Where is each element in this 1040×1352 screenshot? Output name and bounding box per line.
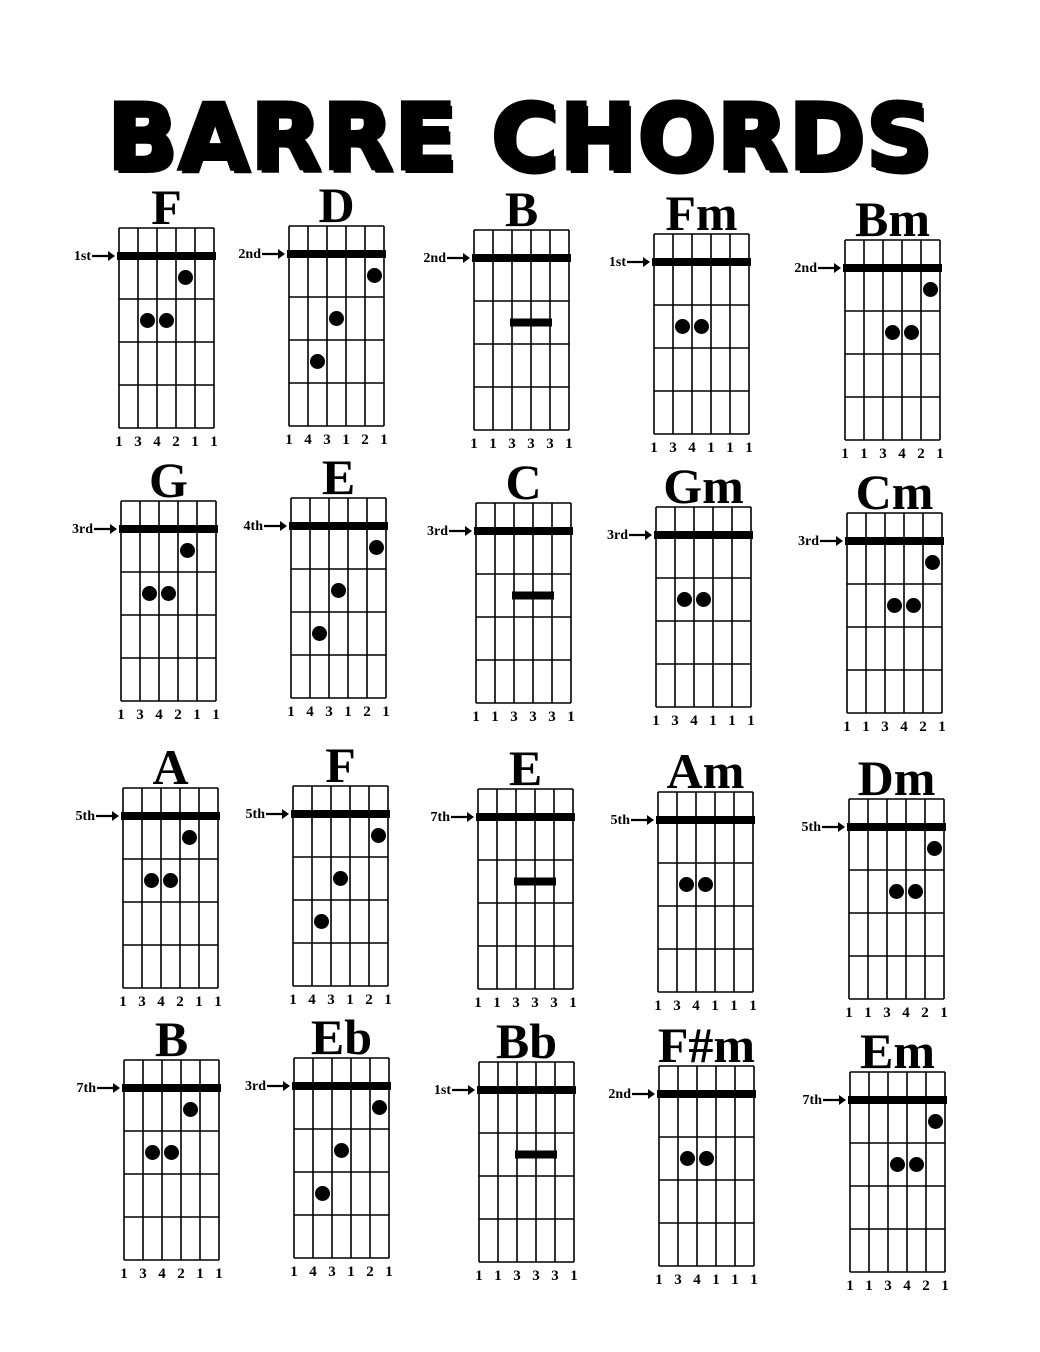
finger-number: 1 xyxy=(119,994,127,1010)
finger-number: 1 xyxy=(215,1266,223,1282)
finger-number: 3 xyxy=(328,1264,336,1280)
finger-number: 3 xyxy=(508,436,516,452)
chord-diagram xyxy=(74,179,218,450)
arrow-head-icon xyxy=(645,530,652,540)
fret-position-label: 2nd xyxy=(238,247,261,262)
chord-diagram xyxy=(238,177,387,448)
fret-position-label: 7th xyxy=(76,1081,96,1096)
finger-number: 4 xyxy=(898,446,906,462)
fret-position-label: 5th xyxy=(610,813,630,828)
finger-dot xyxy=(679,877,694,892)
finger-number: 1 xyxy=(726,440,734,456)
fret-position-label: 7th xyxy=(430,810,450,825)
finger-number: 3 xyxy=(669,440,677,456)
finger-number: 4 xyxy=(693,1272,701,1288)
finger-number: 3 xyxy=(551,1268,559,1284)
barre-bar xyxy=(656,816,755,824)
finger-dot xyxy=(178,270,193,285)
finger-number: 4 xyxy=(308,992,316,1008)
finger-dot xyxy=(333,871,348,886)
finger-number: 1 xyxy=(384,992,392,1008)
chord-diagram xyxy=(246,737,392,1008)
finger-number: 1 xyxy=(709,713,717,729)
chord-name: Bb xyxy=(495,1013,558,1069)
chord-name: G xyxy=(149,452,188,508)
barre-bar xyxy=(848,1096,947,1104)
finger-number: 3 xyxy=(139,1266,147,1282)
finger-number: 1 xyxy=(655,1272,663,1288)
finger-number: 1 xyxy=(749,998,757,1014)
barre-bar xyxy=(843,264,942,272)
finger-number: 4 xyxy=(304,432,312,448)
partial-barre xyxy=(512,592,554,600)
finger-number: 1 xyxy=(731,1272,739,1288)
finger-number: 3 xyxy=(529,709,537,725)
finger-dot xyxy=(371,828,386,843)
arrow-head-icon xyxy=(108,251,115,261)
chord-name: Am xyxy=(666,743,745,799)
finger-number: 1 xyxy=(120,1266,128,1282)
barre-bar xyxy=(117,252,216,260)
finger-number: 2 xyxy=(922,1278,930,1294)
barre-bar xyxy=(287,250,386,258)
arrow-head-icon xyxy=(282,809,289,819)
finger-number: 3 xyxy=(136,707,144,723)
finger-number: 1 xyxy=(290,1264,298,1280)
finger-number: 3 xyxy=(673,998,681,1014)
finger-dot xyxy=(887,598,902,613)
finger-number: 1 xyxy=(845,1005,853,1021)
chord-name: Em xyxy=(860,1023,935,1079)
arrow-head-icon xyxy=(467,812,474,822)
finger-number: 1 xyxy=(728,713,736,729)
partial-barre xyxy=(510,319,552,327)
finger-number: 2 xyxy=(177,1266,185,1282)
finger-number: 1 xyxy=(115,434,123,450)
fret-position-label: 7th xyxy=(802,1093,822,1108)
finger-number: 1 xyxy=(707,440,715,456)
fret-position-label: 3rd xyxy=(72,522,93,537)
finger-number: 4 xyxy=(692,998,700,1014)
finger-number: 1 xyxy=(214,994,222,1010)
chord-diagram xyxy=(611,743,757,1014)
finger-dot xyxy=(699,1151,714,1166)
finger-number: 1 xyxy=(940,1005,948,1021)
fret-position-label: 3rd xyxy=(427,524,448,539)
finger-number: 1 xyxy=(342,432,350,448)
finger-number: 1 xyxy=(193,707,201,723)
finger-dot xyxy=(885,325,900,340)
finger-number: 2 xyxy=(919,719,927,735)
finger-number: 1 xyxy=(210,434,218,450)
chord-diagram xyxy=(607,458,755,729)
finger-number: 3 xyxy=(138,994,146,1010)
chord-name: C xyxy=(505,454,542,510)
finger-number: 3 xyxy=(327,992,335,1008)
barre-bar xyxy=(289,522,388,530)
finger-dot xyxy=(677,592,692,607)
arrow-head-icon xyxy=(463,253,470,263)
arrow-head-icon xyxy=(110,524,117,534)
barre-bar xyxy=(845,537,944,545)
finger-dot xyxy=(183,1102,198,1117)
finger-dot xyxy=(909,1157,924,1172)
chord-diagram xyxy=(431,740,577,1011)
fret-position-label: 5th xyxy=(75,809,95,824)
arrow-head-icon xyxy=(648,1089,655,1099)
finger-dot xyxy=(310,354,325,369)
arrow-head-icon xyxy=(112,811,119,821)
finger-number: 3 xyxy=(550,995,558,1011)
arrow-head-icon xyxy=(839,1095,846,1105)
chord-name: A xyxy=(152,739,189,795)
finger-number: 1 xyxy=(865,1278,873,1294)
chord-diagram xyxy=(244,449,390,720)
finger-dot xyxy=(180,543,195,558)
finger-dot xyxy=(889,884,904,899)
finger-number: 1 xyxy=(346,992,354,1008)
finger-number: 4 xyxy=(688,440,696,456)
chord-name: F#m xyxy=(657,1017,756,1073)
fret-position-label: 2nd xyxy=(794,261,817,276)
chord-diagram xyxy=(798,464,946,735)
finger-dot xyxy=(675,319,690,334)
finger-number: 1 xyxy=(117,707,125,723)
finger-number: 4 xyxy=(306,704,314,720)
chord-name: D xyxy=(318,177,355,233)
finger-number: 1 xyxy=(712,1272,720,1288)
chord-diagram xyxy=(245,1009,393,1280)
finger-number: 4 xyxy=(903,1278,911,1294)
finger-number: 1 xyxy=(567,709,575,725)
finger-dot xyxy=(927,841,942,856)
fret-position-label: 3rd xyxy=(798,534,819,549)
finger-number: 4 xyxy=(155,707,163,723)
finger-dot xyxy=(145,1145,160,1160)
arrow-head-icon xyxy=(465,526,472,536)
finger-dot xyxy=(163,873,178,888)
finger-number: 4 xyxy=(902,1005,910,1021)
finger-number: 1 xyxy=(841,446,849,462)
finger-number: 3 xyxy=(548,709,556,725)
finger-number: 1 xyxy=(862,719,870,735)
finger-number: 4 xyxy=(153,434,161,450)
finger-number: 1 xyxy=(846,1278,854,1294)
finger-dot xyxy=(164,1145,179,1160)
finger-number: 3 xyxy=(532,1268,540,1284)
finger-number: 1 xyxy=(652,713,660,729)
finger-dot xyxy=(314,914,329,929)
finger-number: 1 xyxy=(750,1272,758,1288)
finger-number: 2 xyxy=(176,994,184,1010)
finger-number: 3 xyxy=(512,995,520,1011)
finger-number: 1 xyxy=(191,434,199,450)
finger-number: 1 xyxy=(494,1268,502,1284)
finger-number: 1 xyxy=(475,1268,483,1284)
barre-bar xyxy=(654,531,753,539)
chord-name: F xyxy=(151,179,182,235)
finger-number: 1 xyxy=(938,719,946,735)
fret-position-label: 3rd xyxy=(245,1079,266,1094)
fret-position-label: 5th xyxy=(801,820,821,835)
chord-name: E xyxy=(508,740,543,796)
finger-number: 1 xyxy=(489,436,497,452)
finger-number: 2 xyxy=(361,432,369,448)
finger-number: 1 xyxy=(472,709,480,725)
arrow-head-icon xyxy=(278,249,285,259)
chord-name: B xyxy=(154,1011,189,1067)
barre-bar xyxy=(477,1086,576,1094)
barre-bar xyxy=(291,810,390,818)
finger-dot xyxy=(908,884,923,899)
finger-number: 1 xyxy=(491,709,499,725)
arrow-head-icon xyxy=(647,815,654,825)
finger-number: 2 xyxy=(365,992,373,1008)
arrow-head-icon xyxy=(834,263,841,273)
finger-number: 3 xyxy=(879,446,887,462)
finger-number: 4 xyxy=(309,1264,317,1280)
fret-position-label: 2nd xyxy=(608,1087,631,1102)
finger-dot xyxy=(140,313,155,328)
finger-number: 1 xyxy=(936,446,944,462)
finger-number: 2 xyxy=(172,434,180,450)
finger-dot xyxy=(694,319,709,334)
barre-bar xyxy=(472,254,571,262)
finger-number: 1 xyxy=(843,719,851,735)
barre-bar xyxy=(657,1090,756,1098)
finger-number: 3 xyxy=(134,434,142,450)
finger-dot xyxy=(696,592,711,607)
finger-number: 1 xyxy=(195,994,203,1010)
fret-position-label: 1st xyxy=(73,249,91,264)
finger-number: 1 xyxy=(196,1266,204,1282)
chord-name: E xyxy=(321,449,356,505)
finger-number: 1 xyxy=(474,995,482,1011)
arrow-head-icon xyxy=(113,1083,120,1093)
arrow-head-icon xyxy=(468,1085,475,1095)
finger-dot xyxy=(372,1100,387,1115)
finger-number: 1 xyxy=(860,446,868,462)
barre-bar xyxy=(474,527,573,535)
finger-dot xyxy=(142,586,157,601)
finger-number: 1 xyxy=(747,713,755,729)
finger-number: 1 xyxy=(285,432,293,448)
finger-number: 3 xyxy=(323,432,331,448)
finger-dot xyxy=(312,626,327,641)
barre-bar xyxy=(847,823,946,831)
finger-dot xyxy=(367,268,382,283)
finger-number: 4 xyxy=(900,719,908,735)
arrow-head-icon xyxy=(836,536,843,546)
fret-position-label: 1st xyxy=(433,1083,451,1098)
finger-number: 3 xyxy=(513,1268,521,1284)
finger-number: 1 xyxy=(287,704,295,720)
finger-dot xyxy=(331,583,346,598)
chord-diagram xyxy=(609,185,753,456)
barre-bar xyxy=(652,258,751,266)
chord-diagram xyxy=(72,452,220,723)
arrow-head-icon xyxy=(838,822,845,832)
chord-diagram xyxy=(427,454,575,725)
finger-number: 1 xyxy=(470,436,478,452)
finger-dot xyxy=(144,873,159,888)
finger-dot xyxy=(315,1186,330,1201)
chord-diagram xyxy=(794,191,943,462)
finger-dot xyxy=(329,311,344,326)
barre-bar xyxy=(119,525,218,533)
finger-number: 1 xyxy=(212,707,220,723)
chord-diagram xyxy=(434,1013,578,1284)
finger-number: 1 xyxy=(864,1005,872,1021)
finger-number: 4 xyxy=(158,1266,166,1282)
chord-name: B xyxy=(504,181,539,237)
barre-bar xyxy=(292,1082,391,1090)
barre-bar xyxy=(476,813,575,821)
finger-number: 3 xyxy=(527,436,535,452)
finger-dot xyxy=(925,555,940,570)
finger-number: 4 xyxy=(690,713,698,729)
finger-dot xyxy=(904,325,919,340)
chord-name: Eb xyxy=(310,1009,373,1065)
finger-dot xyxy=(928,1114,943,1129)
finger-dot xyxy=(698,877,713,892)
chord-name: Gm xyxy=(663,458,744,514)
finger-number: 2 xyxy=(366,1264,374,1280)
finger-number: 3 xyxy=(674,1272,682,1288)
fret-position-label: 2nd xyxy=(423,251,446,266)
finger-number: 1 xyxy=(569,995,577,1011)
finger-number: 3 xyxy=(510,709,518,725)
page-title: BARRE CHORDS xyxy=(106,84,934,191)
finger-number: 1 xyxy=(380,432,388,448)
finger-dot xyxy=(923,282,938,297)
chord-name: Bm xyxy=(855,191,930,247)
finger-number: 3 xyxy=(531,995,539,1011)
finger-number: 3 xyxy=(884,1278,892,1294)
chord-diagram xyxy=(802,750,948,1021)
finger-number: 1 xyxy=(941,1278,949,1294)
finger-dot xyxy=(161,586,176,601)
finger-number: 1 xyxy=(654,998,662,1014)
chord-name: Cm xyxy=(855,464,934,520)
fret-position-label: 4th xyxy=(243,519,263,534)
finger-number: 1 xyxy=(650,440,658,456)
chord-name: F xyxy=(325,737,356,793)
chord-diagram xyxy=(423,181,572,452)
finger-dot xyxy=(182,830,197,845)
finger-number: 1 xyxy=(344,704,352,720)
chord-diagram xyxy=(77,1011,223,1282)
finger-number: 4 xyxy=(157,994,165,1010)
finger-number: 1 xyxy=(711,998,719,1014)
partial-barre xyxy=(515,1151,557,1159)
finger-number: 2 xyxy=(174,707,182,723)
chord-name: Fm xyxy=(665,185,738,241)
finger-dot xyxy=(369,540,384,555)
barre-bar xyxy=(121,812,220,820)
finger-number: 1 xyxy=(385,1264,393,1280)
finger-number: 1 xyxy=(745,440,753,456)
barre-bar xyxy=(122,1084,221,1092)
finger-number: 3 xyxy=(325,704,333,720)
chord-diagram xyxy=(76,739,222,1010)
chord-diagram xyxy=(803,1023,949,1294)
partial-barre xyxy=(514,878,556,886)
finger-number: 3 xyxy=(671,713,679,729)
finger-number: 3 xyxy=(883,1005,891,1021)
finger-number: 2 xyxy=(921,1005,929,1021)
fret-position-label: 5th xyxy=(245,807,265,822)
finger-dot xyxy=(906,598,921,613)
finger-number: 2 xyxy=(917,446,925,462)
finger-dot xyxy=(680,1151,695,1166)
arrow-head-icon xyxy=(643,257,650,267)
fret-position-label: 3rd xyxy=(607,528,628,543)
finger-number: 3 xyxy=(546,436,554,452)
finger-number: 1 xyxy=(347,1264,355,1280)
chord-diagram xyxy=(608,1017,757,1288)
fret-position-label: 1st xyxy=(608,255,626,270)
finger-number: 3 xyxy=(881,719,889,735)
finger-number: 1 xyxy=(382,704,390,720)
finger-dot xyxy=(159,313,174,328)
finger-number: 1 xyxy=(570,1268,578,1284)
arrow-head-icon xyxy=(283,1081,290,1091)
finger-number: 1 xyxy=(565,436,573,452)
finger-number: 1 xyxy=(289,992,297,1008)
finger-number: 1 xyxy=(730,998,738,1014)
finger-dot xyxy=(334,1143,349,1158)
arrow-head-icon xyxy=(280,521,287,531)
chord-name: Dm xyxy=(857,750,936,806)
finger-number: 2 xyxy=(363,704,371,720)
finger-number: 1 xyxy=(493,995,501,1011)
finger-dot xyxy=(890,1157,905,1172)
